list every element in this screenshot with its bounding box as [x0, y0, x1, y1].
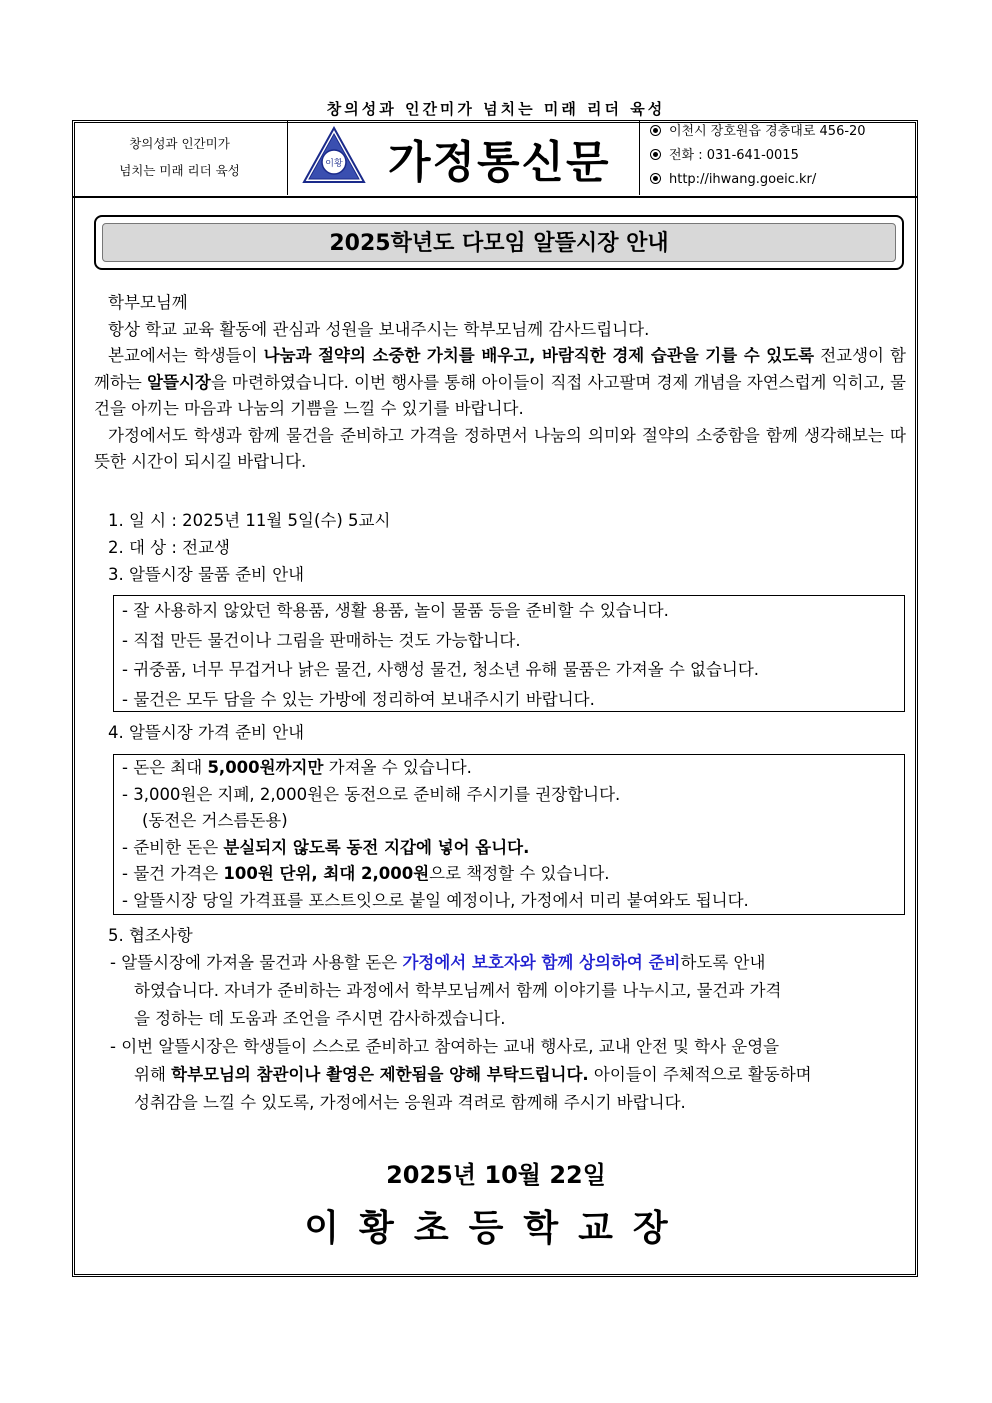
coop-section	[110, 949, 906, 1117]
coop-item-1-cont: 하였습니다. 자녀가 준비하는 과정에서 학부모님께서 함께 이야기를 나누시고, 물건과 가격	[134, 981, 782, 1000]
newsletter-title: 가정통신문	[388, 137, 611, 188]
motto-line-1: 창의성과 인간미가	[129, 136, 230, 151]
coop-item-2-cont: 위해 학부모님의 참관이나 촬영은 제한됨을 양해 부탁드립니다. 아이들이 주체적으로 활동하며	[134, 1065, 812, 1084]
phone-text: 전화 : 031-641-0015	[669, 148, 799, 163]
website-line[interactable]	[640, 168, 915, 192]
intro-paragraph-2: 본교에서는 학생들이 나눔과 절약의 소중한 가치를 배우고, 바람직한 경제 습관을 기를 수 있도록 전교생이 함께하는 알뜰시장을 마련하였습니다. 이번 행사를 통해 아이들이 직접 사고팔며 경제 개념을 자연스럽게 익히고, 물건을 아끼는 마음과 나눔의 기쁨을 느낄 수 있기를 바랍니다.	[94, 346, 906, 418]
event-date: 1. 일 시 : 2025년 11월 5일(수) 5교시	[108, 511, 391, 530]
goods-item: - 잘 사용하지 않았던 학용품, 생활 용품, 놀이 물품 등을 준비할 수 있습니다.	[122, 601, 669, 620]
top-motto: 창의성과 인간미가 넘치는 미래 리더 육성	[326, 100, 666, 118]
price-heading-wrap	[94, 719, 906, 746]
phone-line	[640, 144, 915, 168]
principal-signature: 이황초등학교장	[304, 1207, 688, 1249]
price-item: - 돈은 최대 5,000원까지만 가져올 수 있습니다.	[122, 758, 472, 777]
coop-heading-wrap	[94, 922, 906, 949]
bullet-icon	[650, 125, 661, 136]
intro-section	[94, 290, 906, 476]
price-item: - 3,000원은 지폐, 2,000원은 동전으로 준비해 주시기를 권장합니다.	[122, 784, 621, 804]
notice-title-box	[94, 215, 904, 270]
bullet-icon	[650, 149, 661, 160]
coop-item-2: - 이번 알뜰시장은 학생들이 스스로 준비하고 참여하는 교내 행사로, 교내 안전 및 학사 운영을	[110, 1037, 780, 1056]
price-item-note: (동전은 거스름돈용)	[142, 811, 288, 830]
goods-heading: 3. 알뜰시장 물품 준비 안내	[108, 565, 305, 584]
price-item: - 알뜰시장 당일 가격표를 포스트잇으로 붙일 예정이나, 가정에서 미리 붙여와도 됩니다.	[122, 890, 749, 910]
bullet-icon	[650, 173, 661, 184]
event-target: 2. 대 상 : 전교생	[108, 538, 230, 557]
letterhead	[72, 120, 918, 198]
coop-item-1-cont: 을 정하는 데 도움과 조언을 주시면 감사하겠습니다.	[134, 1009, 506, 1028]
intro-paragraph-1: 항상 학교 교육 활동에 관심과 성원을 보내주시는 학부모님께 감사드립니다.	[108, 319, 650, 339]
intro-paragraph-3: 가정에서도 학생과 함께 물건을 준비하고 가격을 정하면서 나눔의 의미와 절약의 소중함을 함께 생각해보는 따뜻한 시간이 되시길 바랍니다.	[94, 425, 906, 471]
letterhead-title-cell	[288, 120, 640, 195]
price-box	[113, 754, 905, 915]
coop-item-1: - 알뜰시장에 가져올 물건과 사용할 돈은 가정에서 보호자와 함께 상의하여 준비하도록 안내	[110, 953, 766, 972]
school-contact	[640, 120, 915, 195]
goods-item: - 귀중품, 너무 무겁거나 낡은 물건, 사행성 물건, 청소년 유해 물품은 가져올 수 없습니다.	[122, 660, 760, 679]
letterhead-motto	[72, 120, 288, 195]
notice-title: 2025학년도 다모임 알뜰시장 안내	[102, 223, 896, 262]
price-heading: 4. 알뜰시장 가격 준비 안내	[108, 723, 305, 742]
coop-item-2-cont: 성취감을 느낄 수 있도록, 가정에서는 응원과 격려로 함께해 주시기 바랍니다.	[134, 1093, 686, 1112]
address-line	[640, 120, 915, 144]
emblem-text: 이황	[325, 159, 343, 169]
info-list	[94, 507, 906, 588]
goods-item: - 직접 만든 물건이나 그림을 판매하는 것도 가능합니다.	[122, 630, 521, 650]
school-emblem-icon	[302, 126, 366, 186]
price-item: - 물건 가격은 100원 단위, 최대 2,000원으로 책정할 수 있습니다.	[122, 864, 610, 883]
website-link[interactable]: http://ihwang.goeic.kr/	[669, 172, 817, 187]
goods-item: - 물건은 모두 담을 수 있는 가방에 정리하여 보내주시기 바랍니다.	[122, 689, 595, 709]
greeting: 학부모님께	[108, 293, 188, 312]
issue-date: 2025년 10월 22일	[386, 1161, 606, 1189]
address-text: 이천시 장호원읍 경충대로 456-20	[669, 124, 866, 139]
goods-box	[113, 595, 905, 712]
motto-line-2: 넘치는 미래 리더 육성	[119, 163, 240, 178]
coop-heading: 5. 협조사항	[108, 926, 193, 945]
price-item: - 준비한 돈은 분실되지 않도록 동전 지갑에 넣어 옵니다.	[122, 837, 530, 857]
